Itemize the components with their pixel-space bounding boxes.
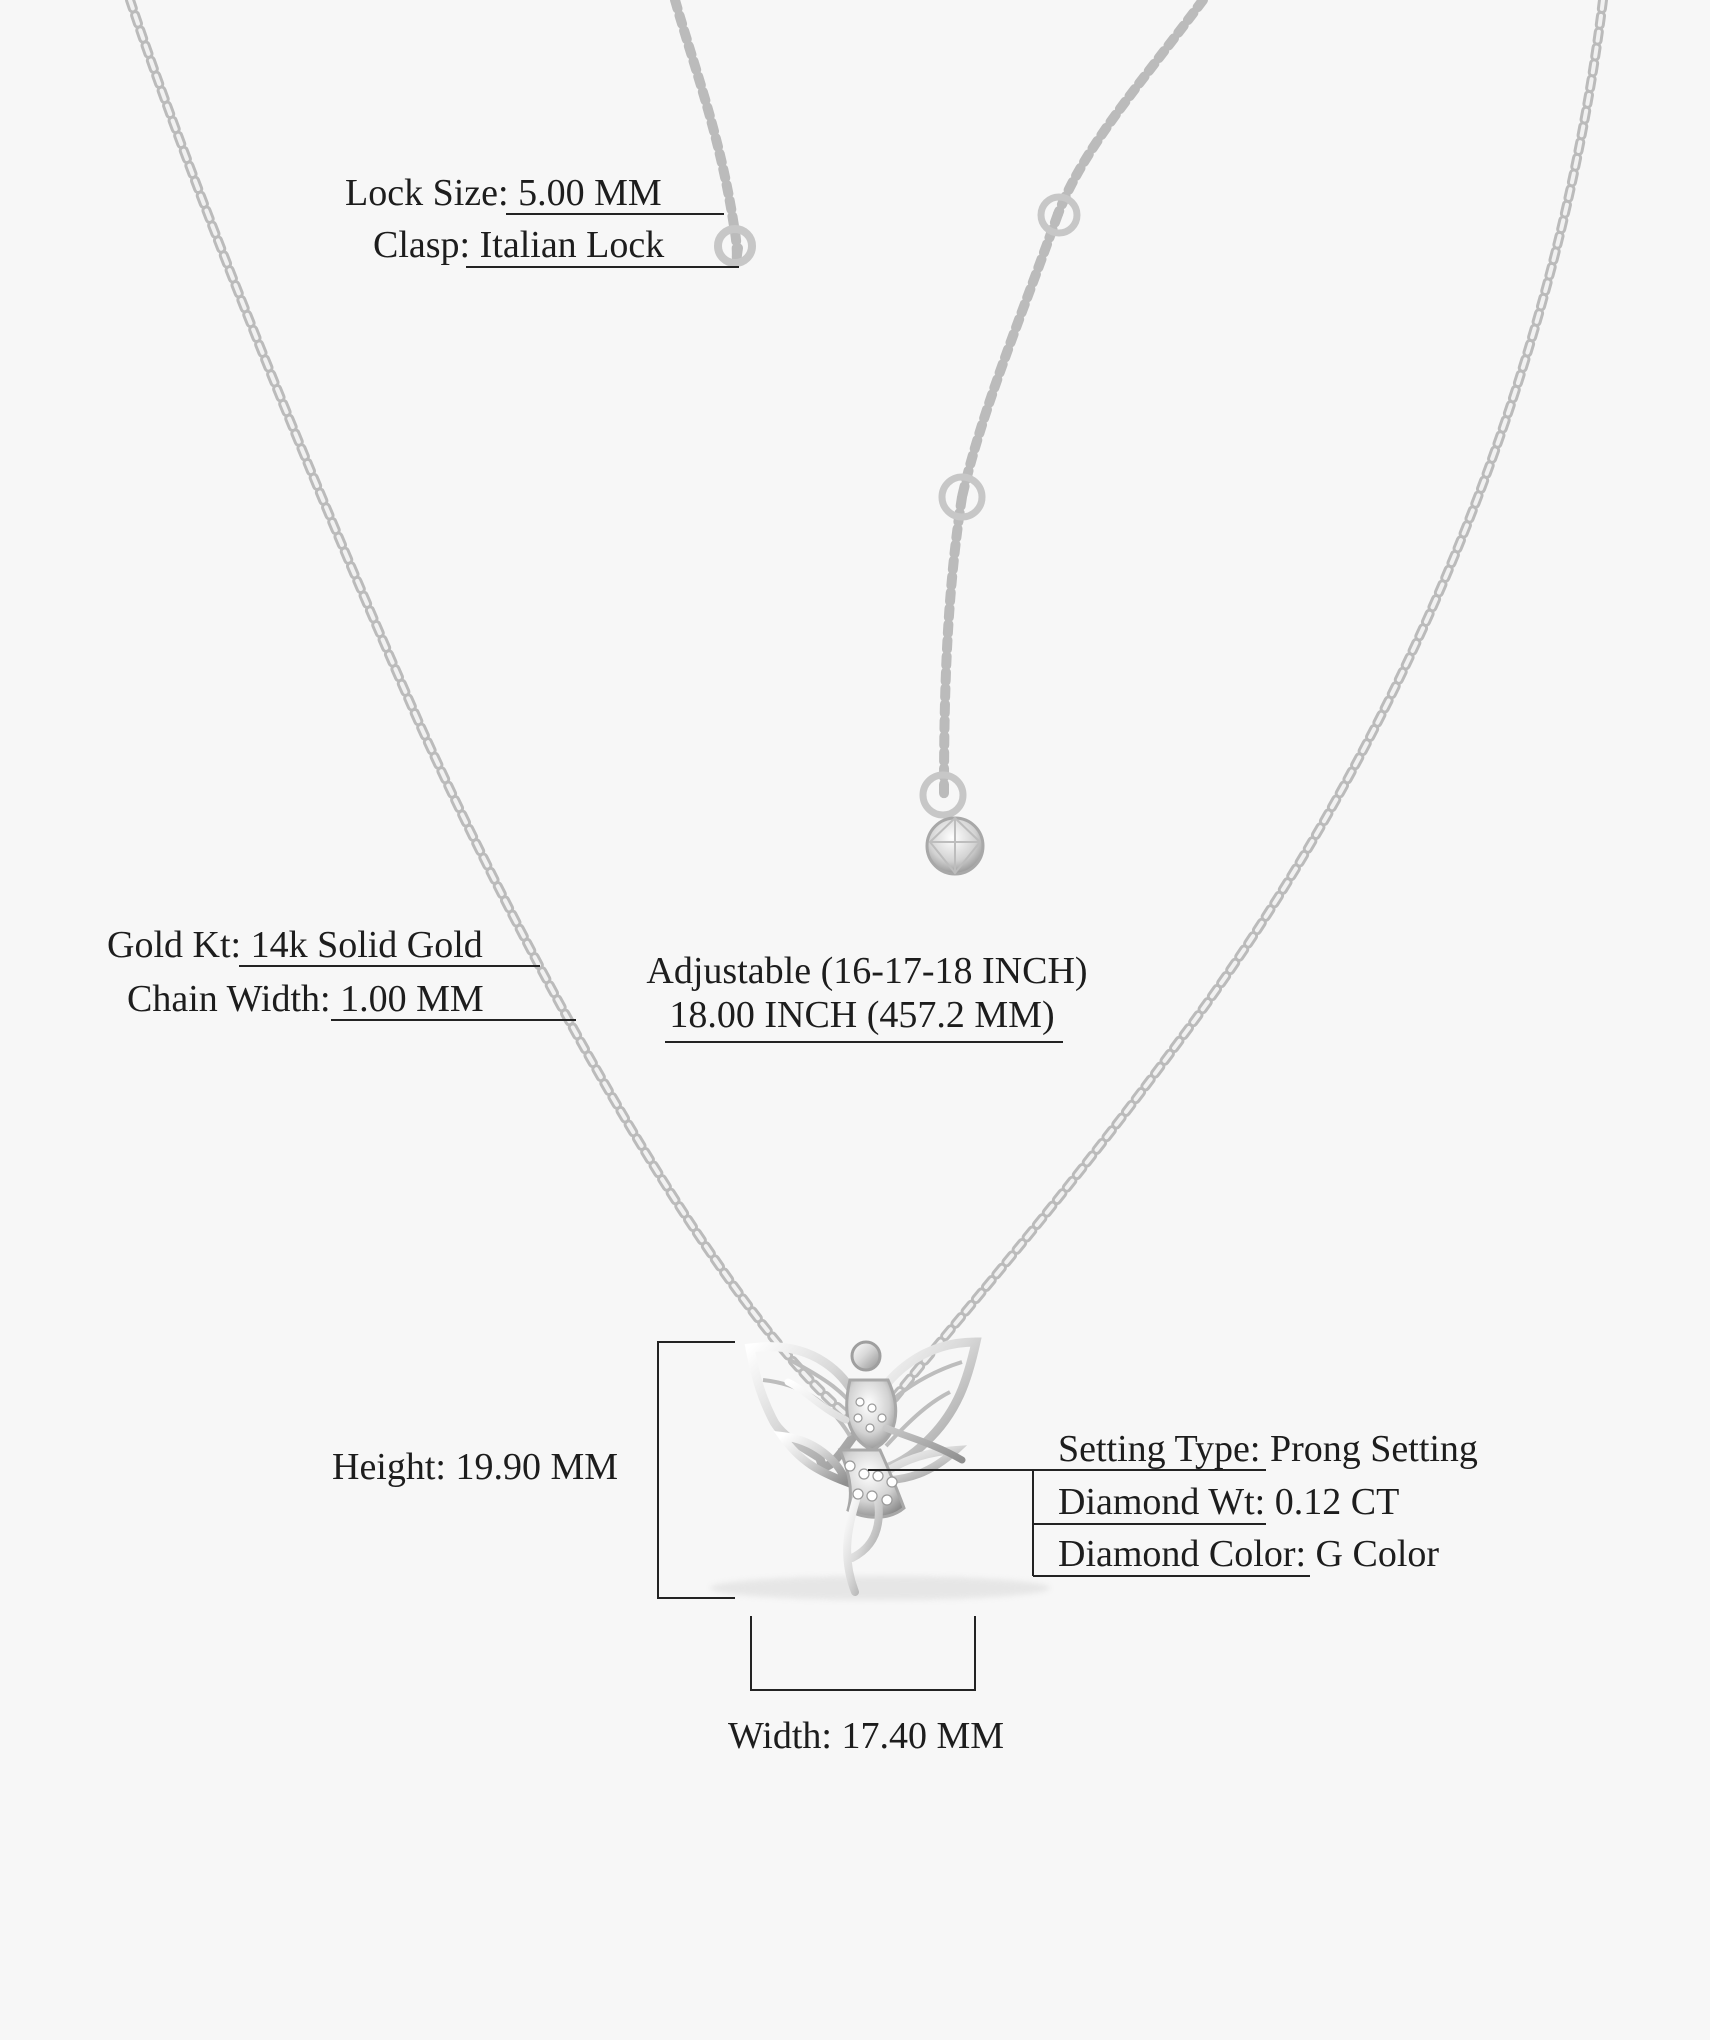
lock-size-spec [345, 174, 662, 212]
diamond-color-label: Diamond Color: [1058, 1533, 1307, 1575]
clasp-spec [373, 226, 664, 264]
chain-width-spec [127, 980, 484, 1018]
height-label: Height: [332, 1446, 446, 1488]
gold-kt-label: Gold Kt: [107, 924, 242, 966]
width-value: 17.40 MM [841, 1715, 1005, 1757]
width-label: Width: [727, 1715, 832, 1757]
setting-type-value: Prong Setting [1269, 1428, 1478, 1470]
width-spec [728, 1717, 1004, 1755]
height-spec [332, 1448, 618, 1486]
clasp-value: Italian Lock [479, 224, 665, 266]
length-spec: 18.00 INCH (457.2 MM) [669, 994, 1055, 1036]
diamond-wt-label: Diamond Wt: [1058, 1481, 1266, 1523]
adjustable-spec: Adjustable (16-17-18 INCH) [646, 950, 1088, 992]
setting-type-spec [1058, 1430, 1478, 1468]
diamond-color-spec [1058, 1535, 1439, 1573]
height-value: 19.90 MM [455, 1446, 619, 1488]
gold-kt-spec [107, 926, 483, 964]
chain-width-value: 1.00 MM [340, 978, 484, 1020]
lock-size-label: Lock Size: [345, 172, 509, 214]
diamond-color-value: G Color [1315, 1533, 1440, 1575]
diamond-wt-spec [1058, 1483, 1399, 1521]
setting-type-label: Setting Type: [1058, 1428, 1261, 1470]
diamond-wt-value: 0.12 CT [1274, 1481, 1400, 1523]
chain-width-label: Chain Width: [127, 978, 331, 1020]
clasp-label: Clasp: [373, 224, 471, 266]
gold-kt-value: 14k Solid Gold [250, 924, 483, 966]
lock-size-value: 5.00 MM [518, 172, 662, 214]
